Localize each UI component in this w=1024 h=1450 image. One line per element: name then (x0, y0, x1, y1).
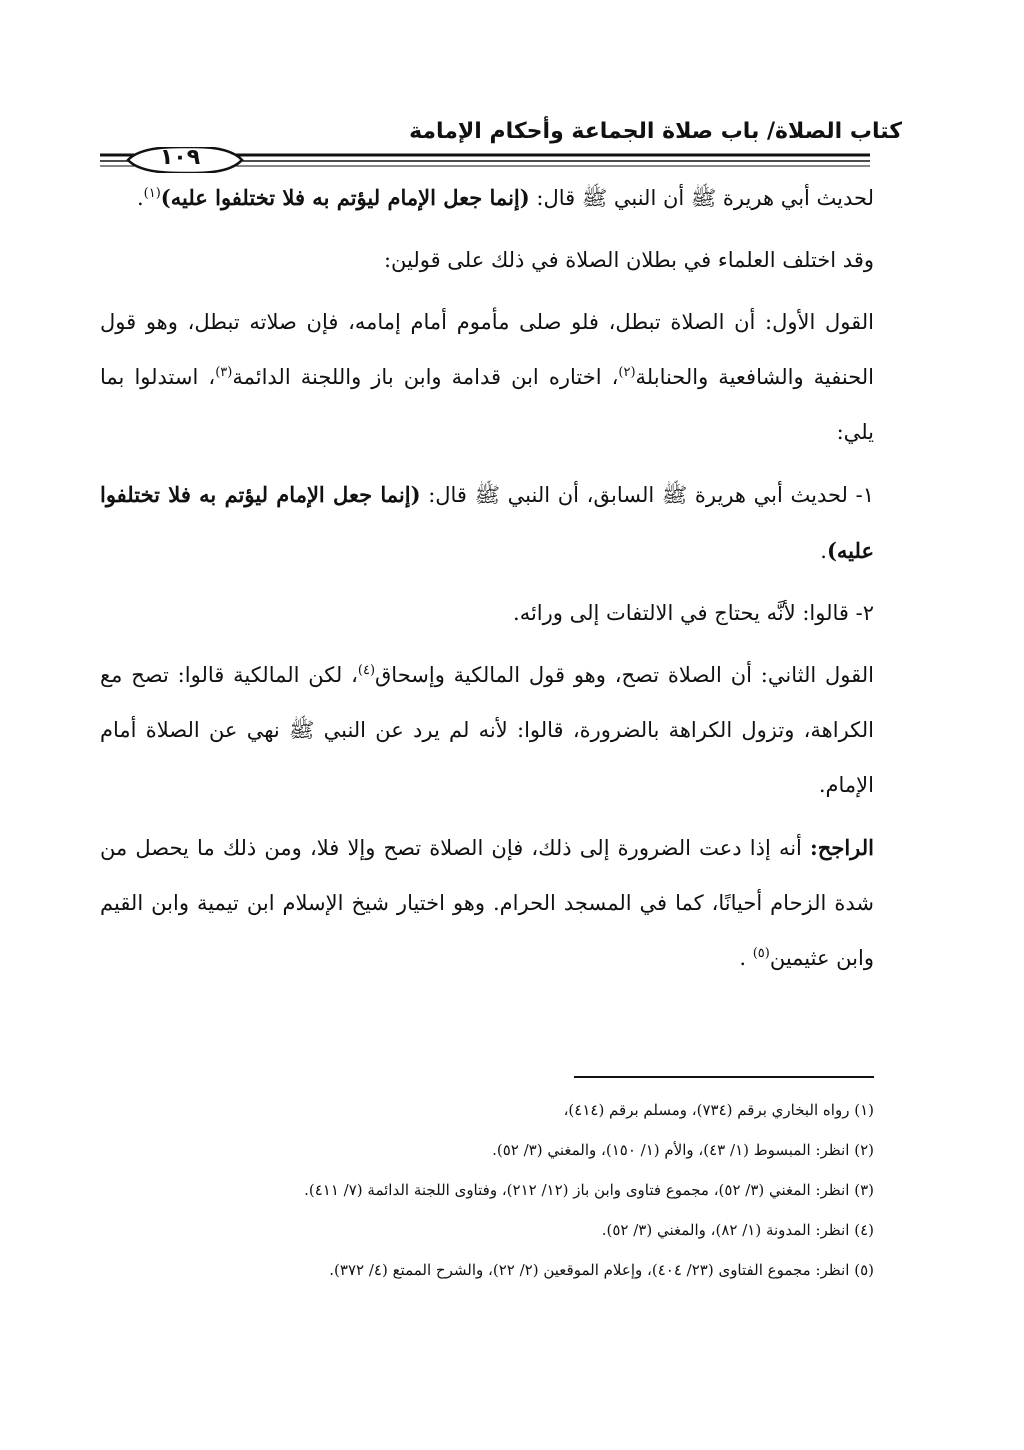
text-run: لحديث أبي هريرة ﷺ أن النبي ﷺ قال: (529, 186, 874, 210)
evidence-item-1 (100, 467, 874, 579)
text-run: . (136, 186, 144, 210)
footnote-ref-1[interactable]: (١) (143, 186, 161, 201)
paragraph-first-opinion (100, 295, 874, 460)
footnote-3: (٣) انظر: المغني (٣/ ٥٢)، مجموع فتاوى وابن باز (١٢/ ٢١٢)، وفتاوى اللجنة الدائمة (٧/ ٤١١). (304, 1181, 874, 1199)
footnotes (100, 1090, 874, 1290)
running-header-title: كتاب الصلاة/ باب صلاة الجماعة وأحكام الإمامة (409, 119, 902, 144)
text-run: القول الثاني: أن الصلاة تصح، وهو قول المالكية وإسحاق (375, 663, 874, 687)
text-run: ، لكن المالكية قالوا: تصح مع الكراهة، وتزول الكراهة بالضرورة، قالوا: لأنه لم يرد عن النبي ﷺ نهي عن الصلاة أمام الإمام. (100, 663, 874, 797)
hadith-quote: (إنما جعل الإمام ليؤتم به فلا تختلفوا عليه) (160, 185, 530, 210)
footnote-ref-2[interactable]: (٢) (618, 365, 636, 380)
text-run: . (820, 539, 827, 563)
footnote-5: (٥) انظر: مجموع الفتاوى (٢٣/ ٤٠٤)، وإعلام الموقعين (٢/ ٢٢)، والشرح الممتع (٤/ ٣٧٢). (329, 1261, 874, 1279)
text-run: القول الأول: أن الصلاة تبطل، فلو صلى مأموم أمام إمامه، فإن صلاته تبطل، وهو قول الحنفية والشافعية والحنابلة (100, 310, 874, 389)
evidence-item-2: ٢- قالوا: لأنَّه يحتاج في الالتفات إلى ورائه. (513, 601, 874, 625)
footnote-2: (٢) انظر: المبسوط (١/ ٤٣)، والأم (١/ ١٥٠)، والمغني (٣/ ٥٢). (492, 1141, 874, 1159)
footnote-separator (574, 1076, 874, 1078)
footnote-4: (٤) انظر: المدونة (١/ ٨٢)، والمغني (٣/ ٥٢). (601, 1221, 874, 1239)
text-run: أنه إذا دعت الضرورة إلى ذلك، فإن الصلاة تصح وإلا فلا، ومن ذلك ما يحصل من شدة الزحام أحيانًا، كما في المسجد الحرام. وهو اختيار شيخ الإسلام ابن تيمية وابن القيم وابن عثيمين (100, 836, 874, 970)
preferred-label: الراجح: (810, 835, 874, 860)
text-run: ١- لحديث أبي هريرة ﷺ السابق، أن النبي ﷺ قال: (420, 483, 874, 507)
paragraph-preferred-opinion (100, 820, 874, 986)
footnote-ref-5[interactable]: (٥) (752, 946, 770, 961)
paragraph-disagreement: وقد اختلف العلماء في بطلان الصلاة في ذلك على قولين: (383, 248, 874, 272)
body-text (100, 170, 874, 993)
paragraph-hadith-reference (100, 170, 874, 226)
hadith-quote: (إنما جعل الإمام ليؤتم به فلا تختلفوا عليه) (100, 482, 874, 563)
footnote-1: (١) رواه البخاري برقم (٧٣٤)، ومسلم برقم (٤١٤)، (563, 1101, 874, 1119)
footnote-ref-3[interactable]: (٣) (215, 365, 233, 380)
text-run: ، اختاره ابن قدامة وابن باز واللجنة الدائمة (232, 365, 619, 389)
text-run: ، استدلوا بما يلي: (100, 365, 874, 444)
paragraph-second-opinion (100, 648, 874, 813)
text-run: . (739, 946, 753, 970)
page-number: ١٠٩ (159, 145, 201, 170)
footnote-ref-4[interactable]: (٤) (357, 663, 376, 678)
